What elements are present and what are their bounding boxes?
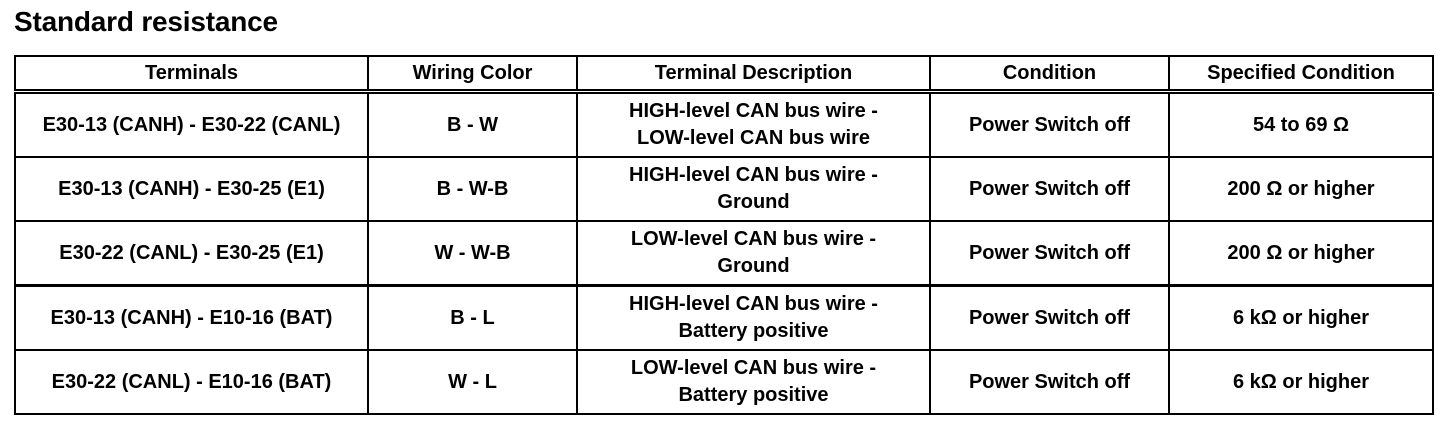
header-terminal-description: Terminal Description	[577, 56, 930, 92]
cell-terminals: E30-13 (CANH) - E30-25 (E1)	[15, 157, 368, 221]
description-line: Ground	[717, 191, 790, 213]
description-line: LOW-level CAN bus wire	[637, 127, 870, 149]
cell-condition: Power Switch off	[930, 157, 1169, 221]
page-title: Standard resistance	[14, 6, 278, 37]
cell-specified-condition: 200 Ω or higher	[1169, 157, 1433, 221]
description-line: Battery positive	[678, 320, 829, 342]
cell-terminals: E30-13 (CANH) - E30-22 (CANL)	[15, 92, 368, 158]
cell-terminals: E30-22 (CANL) - E10-16 (BAT)	[15, 350, 368, 414]
cell-terminal-description	[577, 92, 930, 158]
description-line: Battery positive	[678, 384, 829, 406]
cell-condition: Power Switch off	[930, 221, 1169, 286]
cell-specified-condition: 6 kΩ or higher	[1169, 350, 1433, 414]
cell-specified-condition: 200 Ω or higher	[1169, 221, 1433, 286]
table-row	[15, 221, 1433, 286]
table-row	[15, 92, 1433, 158]
cell-wiring-color: W - L	[368, 350, 577, 414]
cell-terminal-description	[577, 350, 930, 414]
header-wiring-color: Wiring Color	[368, 56, 577, 92]
cell-wiring-color: B - W-B	[368, 157, 577, 221]
table-row	[15, 350, 1433, 414]
table-row	[15, 157, 1433, 221]
cell-terminals: E30-22 (CANL) - E30-25 (E1)	[15, 221, 368, 286]
description-line: Ground	[717, 255, 790, 277]
table-row	[15, 286, 1433, 351]
cell-condition: Power Switch off	[930, 92, 1169, 158]
cell-condition: Power Switch off	[930, 350, 1169, 414]
description-line: LOW-level CAN bus wire -	[630, 357, 877, 379]
standard-resistance-table	[14, 55, 1434, 415]
header-terminals: Terminals	[15, 56, 368, 92]
cell-terminals: E30-13 (CANH) - E10-16 (BAT)	[15, 286, 368, 351]
description-line: HIGH-level CAN bus wire -	[629, 164, 878, 186]
cell-wiring-color: B - W	[368, 92, 577, 158]
description-line: HIGH-level CAN bus wire -	[629, 100, 878, 122]
description-line: HIGH-level CAN bus wire -	[629, 293, 878, 315]
cell-condition: Power Switch off	[930, 286, 1169, 351]
header-specified-condition: Specified Condition	[1169, 56, 1433, 92]
cell-specified-condition: 6 kΩ or higher	[1169, 286, 1433, 351]
cell-wiring-color: W - W-B	[368, 221, 577, 286]
table-header-row	[15, 56, 1433, 92]
cell-specified-condition: 54 to 69 Ω	[1169, 92, 1433, 158]
cell-terminal-description	[577, 157, 930, 221]
cell-terminal-description	[577, 221, 930, 286]
cell-terminal-description	[577, 286, 930, 351]
cell-wiring-color: B - L	[368, 286, 577, 351]
header-condition: Condition	[930, 56, 1169, 92]
description-line: LOW-level CAN bus wire -	[630, 228, 877, 250]
